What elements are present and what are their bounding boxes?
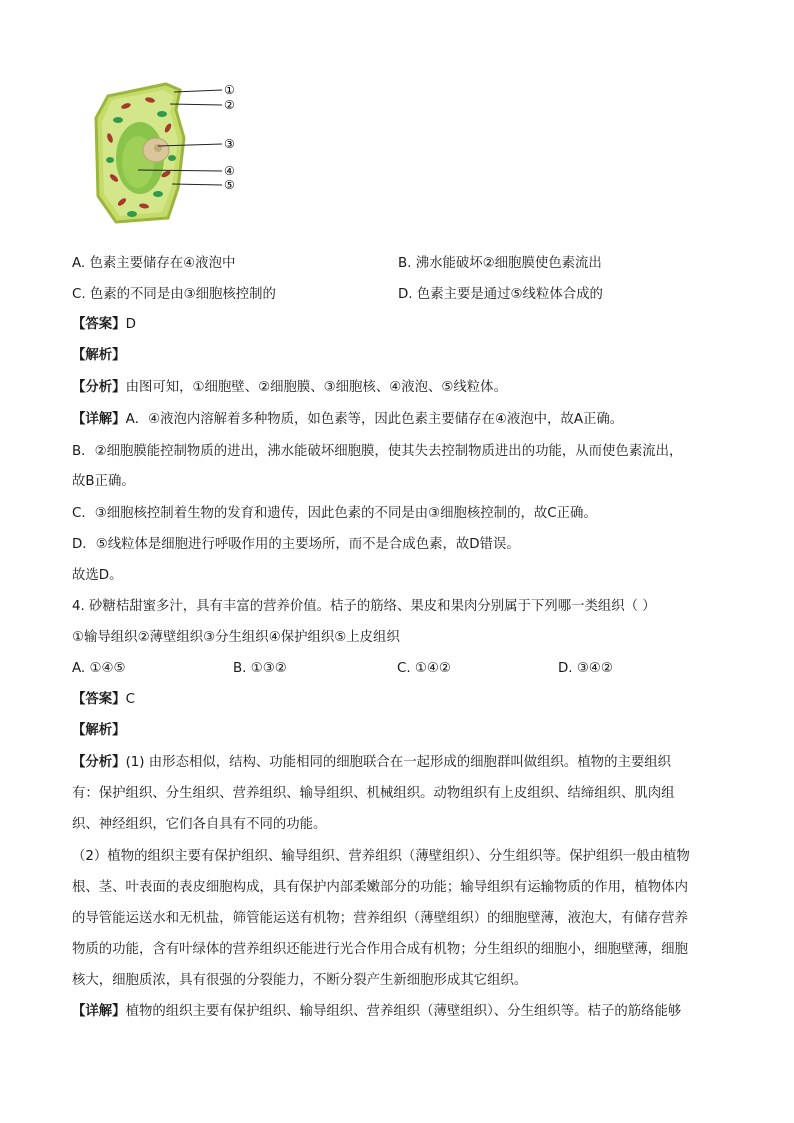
q3-conclusion: 故选D。 — [72, 568, 123, 583]
q4-analysis-header: 【解析】 — [72, 723, 126, 738]
q3-option-c: C. 色素的不同是由③细胞核控制的 — [72, 287, 276, 302]
q4-p2-4: 物质的功能，含有叶绿体的营养组织还能进行光合作用合成有机物；分生组织的细胞小，细胞壁薄，细胞 — [72, 942, 688, 957]
q3-option-a: A. 色素主要储存在④液泡中 — [72, 256, 236, 271]
q4-fenxi-2: 有：保护组织、分生组织、营养组织、输导组织、机械组织。动物组织有上皮组织、结缔组织、肌肉组 — [72, 786, 675, 801]
q3-xiangjie-b2: 故B正确。 — [72, 474, 135, 489]
label-5: ⑤ — [224, 178, 235, 192]
q4-p2-5: 核大，细胞质浓，具有很强的分裂能力，不断分裂产生新细胞形成其它组织。 — [72, 973, 528, 988]
q4-choices-line: ①输导组织②薄壁组织③分生组织④保护组织⑤上皮组织 — [72, 630, 400, 645]
q3-analysis-header: 【解析】 — [72, 348, 126, 363]
q4-p2-3: 的导管能运送水和无机盐，筛管能运送有机物；营养组织（薄壁组织）的细胞壁薄，液泡大，有储存营养 — [72, 911, 688, 926]
q4-p2-1: （2）植物的组织主要有保护组织、输导组织、营养组织（薄壁组织）、分生组织等。保护组织一般由植物 — [72, 849, 690, 864]
q3-xiangjie-d: D．⑤线粒体是细胞进行呼吸作用的主要场所，而不是合成色素，故D错误。 — [72, 537, 520, 552]
label-1: ① — [224, 83, 235, 97]
q4-fenxi-1: 【分析】(1) 由形态相似，结构、功能相同的细胞联合在一起形成的细胞群叫做组织。植物的主要组织 — [72, 755, 672, 770]
q4-p2-2: 根、茎、叶表面的表皮细胞构成，具有保护内部柔嫩部分的功能；输导组织有运输物质的作用，植物体内 — [72, 880, 688, 895]
q4-option-a: A. ①④⑤ — [72, 661, 126, 676]
q3-option-b: B. 沸水能破坏②细胞膜使色素流出 — [398, 256, 602, 271]
q3-xiangjie-a: 【详解】A．④液泡内溶解着多种物质，如色素等，因此色素主要储存在④液泡中，故A正确。 — [72, 412, 624, 427]
chloroplast-shape — [113, 117, 123, 123]
q3-option-d: D. 色素主要是通过⑤线粒体合成的 — [398, 287, 603, 302]
label-4: ④ — [224, 164, 235, 178]
q4-option-b: B. ①③② — [233, 661, 287, 676]
q4-stem: 4. 砂糖桔甜蜜多汁，具有丰富的营养价值。桔子的筋络、果皮和果肉分别属于下列哪一类组织（ ） — [72, 599, 656, 614]
q3-xiangjie-b1: B．②细胞膜能控制物质的进出，沸水能破坏细胞膜，使其失去控制物质进出的功能，从而使色素流出， — [72, 444, 683, 459]
label-2: ② — [224, 98, 235, 112]
q3-xiangjie-c: C．③细胞核控制着生物的发育和遗传，因此色素的不同是由③细胞核控制的，故C正确。 — [72, 506, 597, 521]
q4-option-c: C. ①④② — [397, 661, 451, 676]
label-3: ③ — [224, 137, 235, 151]
q4-option-d: D. ③④② — [558, 661, 613, 676]
q4-fenxi-3: 织、神经组织，它们各自具有不同的功能。 — [72, 817, 327, 832]
q4-xiangjie: 【详解】植物的组织主要有保护组织、输导组织、营养组织（薄壁组织）、分生组织等。桔子的筋络能够 — [72, 1004, 682, 1019]
q3-answer: 【答案】D — [72, 317, 136, 332]
q4-answer: 【答案】C — [72, 692, 135, 707]
plant-cell-diagram — [88, 78, 248, 228]
q3-fenxi: 【分析】由图可知，①细胞壁、②细胞膜、③细胞核、④液泡、⑤线粒体。 — [72, 380, 507, 395]
